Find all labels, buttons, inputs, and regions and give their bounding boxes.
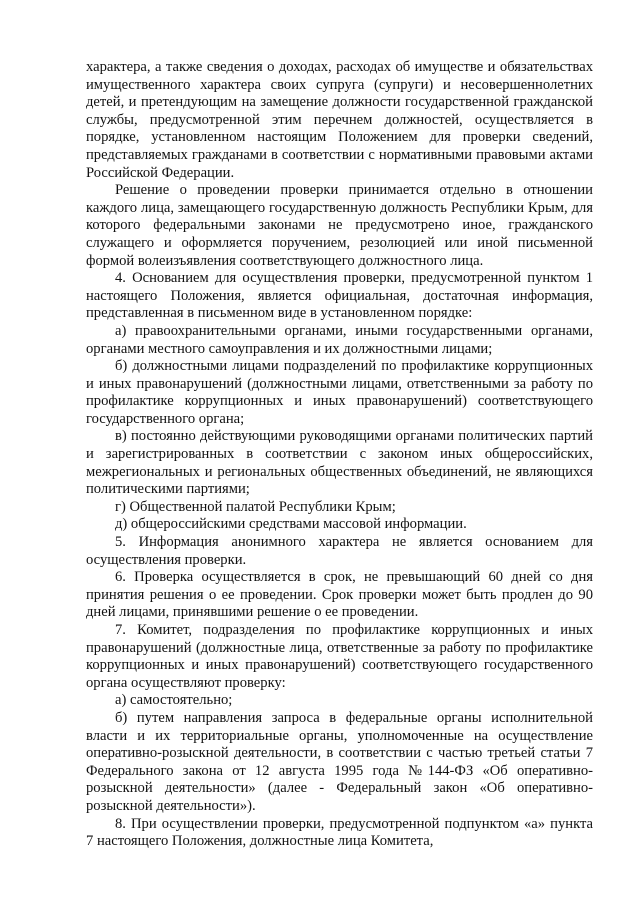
paragraph-item-6: 6. Проверка осуществляется в срок, не превышающий 60 дней со дня принятия решения о ее проведении. Срок проверки может быть продлен до 90 дней лицами, принявшими решение о ее проведении.	[86, 569, 593, 621]
paragraph-item-4d: д) общероссийскими средствами массовой информации.	[115, 516, 467, 533]
document-page	[86, 59, 593, 851]
paragraph-item-4b: б) должностными лицами подразделений по профилактике коррупционных и иных правонарушений (должностными лицами, ответственными за работу по профилактике коррупционных и иных правонарушений) соответствующего государственного органа;	[86, 358, 593, 427]
paragraph-item-5: 5. Информация анонимного характера не является основанием для осуществления проверки.	[86, 534, 593, 568]
paragraph-item-4g: г) Общественной палатой Республики Крым;	[115, 498, 396, 515]
paragraph-item-7b: б) путем направления запроса в федеральные органы исполнительной власти и их территориальные органы, уполномоченные на осуществление оперативно-розыскной деятельности, в соответствии с частью третьей статьи 7 Федерального закона от 12 августа 1995 года №144-ФЗ «Об оперативно-розыскной деятельности» (далее - Федеральный закон «Об оперативно-розыскной деятельности»).	[86, 709, 593, 814]
paragraph-item-7: 7. Комитет, подразделения по профилактике коррупционных и иных правонарушений (должностные лица, ответственные за работу по профилактике коррупционных и иных правонарушений) соответствующего государственного органа осуществляют проверку:	[86, 622, 593, 691]
paragraph-item-4: 4. Основанием для осуществления проверки, предусмотренной пунктом 1 настоящего Положения, является официальная, достаточная информация, представленная в письменном виде в установленном порядке:	[86, 270, 593, 322]
paragraph-item-4a: а) правоохранительными органами, иными государственными органами, органами местного самоуправления и их должностными лицами;	[86, 322, 593, 357]
paragraph-item-8: 8. При осуществлении проверки, предусмотренной подпунктом «а» пункта 7 настоящего Положения, должностные лица Комитета,	[86, 815, 593, 850]
paragraph-decision: Решение о проведении проверки принимается отдельно в отношении каждого лица, замещающего государственную должность Республики Крым, для которого федеральными законами не предусмотрено иное, гражданского служащего и оформляется поручением, резолюцией или иной письменной формой волеизъявления соответствующего должностного лица.	[86, 182, 593, 269]
paragraph-continuation: характера, а также сведения о доходах, расходах об имуществе и обязательствах имущественного характера своих супруга (супруги) и несовершеннолетних детей, и претендующим на замещение должности государственной гражданской службы, предусмотренной этим перечнем должностей, осуществляется в порядке, установленном настоящим Положением для проверки сведений, представляемых гражданами в соответствии с нормативными правовыми актами Российской Федерации.	[86, 59, 593, 181]
paragraph-item-7a: а) самостоятельно;	[115, 692, 233, 709]
paragraph-item-4v: в) постоянно действующими руководящими органами политических партий и зарегистрированных в соответствии с законом иных общероссийских, межрегиональных и региональных общественных объединений, не являющихся политическими партиями;	[86, 428, 593, 498]
